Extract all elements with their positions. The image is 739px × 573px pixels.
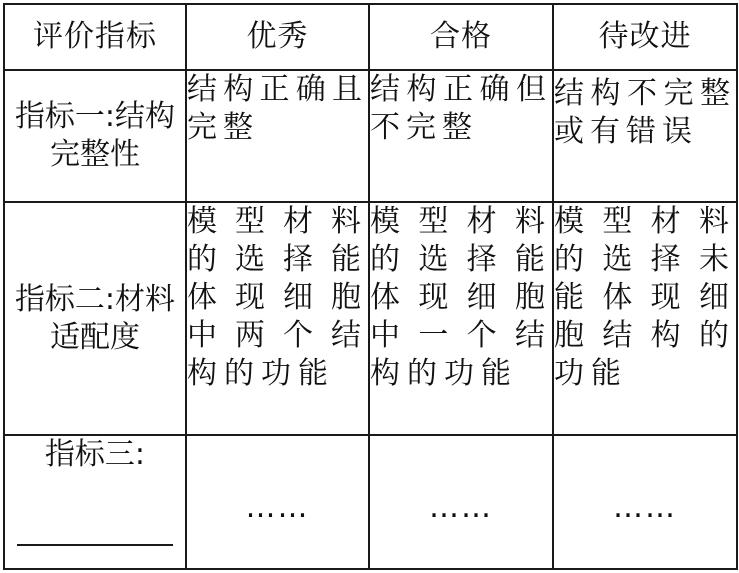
table-row-structure-completeness	[4, 70, 737, 202]
criterion-1-excellent-text: 结构正确且完整	[187, 72, 368, 145]
criterion-3-qualified-ellipsis: ……	[429, 490, 493, 525]
fill-in-blank-line	[17, 544, 173, 546]
criterion-2-excellent	[186, 202, 369, 435]
header-qualified: 合格	[369, 4, 553, 70]
criterion-1-needs-improvement	[553, 70, 737, 202]
criterion-2-qualified	[369, 202, 553, 435]
criterion-3-label: 指标三:	[44, 437, 146, 472]
criterion-3-excellent-ellipsis: ……	[245, 490, 310, 525]
criterion-3-cell	[4, 435, 186, 569]
criterion-3-excellent	[186, 435, 369, 569]
table-row-material-fit	[4, 202, 737, 435]
criterion-3-needs-improvement-ellipsis: ……	[613, 490, 677, 525]
header-criteria: 评价指标	[4, 4, 186, 70]
criterion-2-needs-improvement-text: 模型材料的选择未能体现细胞结构的功能	[554, 204, 736, 391]
criterion-2-excellent-text: 模型材料的选择能体现细胞中两个结构的功能	[187, 204, 368, 391]
criterion-2-qualified-text: 模型材料的选择能体现细胞中一个结构的功能	[370, 204, 552, 391]
criterion-1-needs-improvement-text: 结构不完整或有错误	[554, 76, 736, 149]
criterion-1-qualified-text: 结构正确但不完整	[370, 72, 552, 145]
table-header-row	[4, 4, 737, 70]
table-row-criterion-3	[4, 435, 737, 569]
criterion-1-qualified	[369, 70, 553, 202]
criterion-2-needs-improvement	[553, 202, 737, 435]
criterion-2-label: 指标二:材料适配度	[4, 202, 186, 435]
criterion-1-label: 指标一:结构完整性	[4, 70, 186, 202]
evaluation-rubric-table	[3, 3, 738, 570]
criterion-3-needs-improvement	[553, 435, 737, 569]
header-needs-improvement: 待改进	[553, 4, 737, 70]
criterion-3-qualified	[369, 435, 553, 569]
criterion-1-excellent	[186, 70, 369, 202]
header-excellent: 优秀	[186, 4, 369, 70]
